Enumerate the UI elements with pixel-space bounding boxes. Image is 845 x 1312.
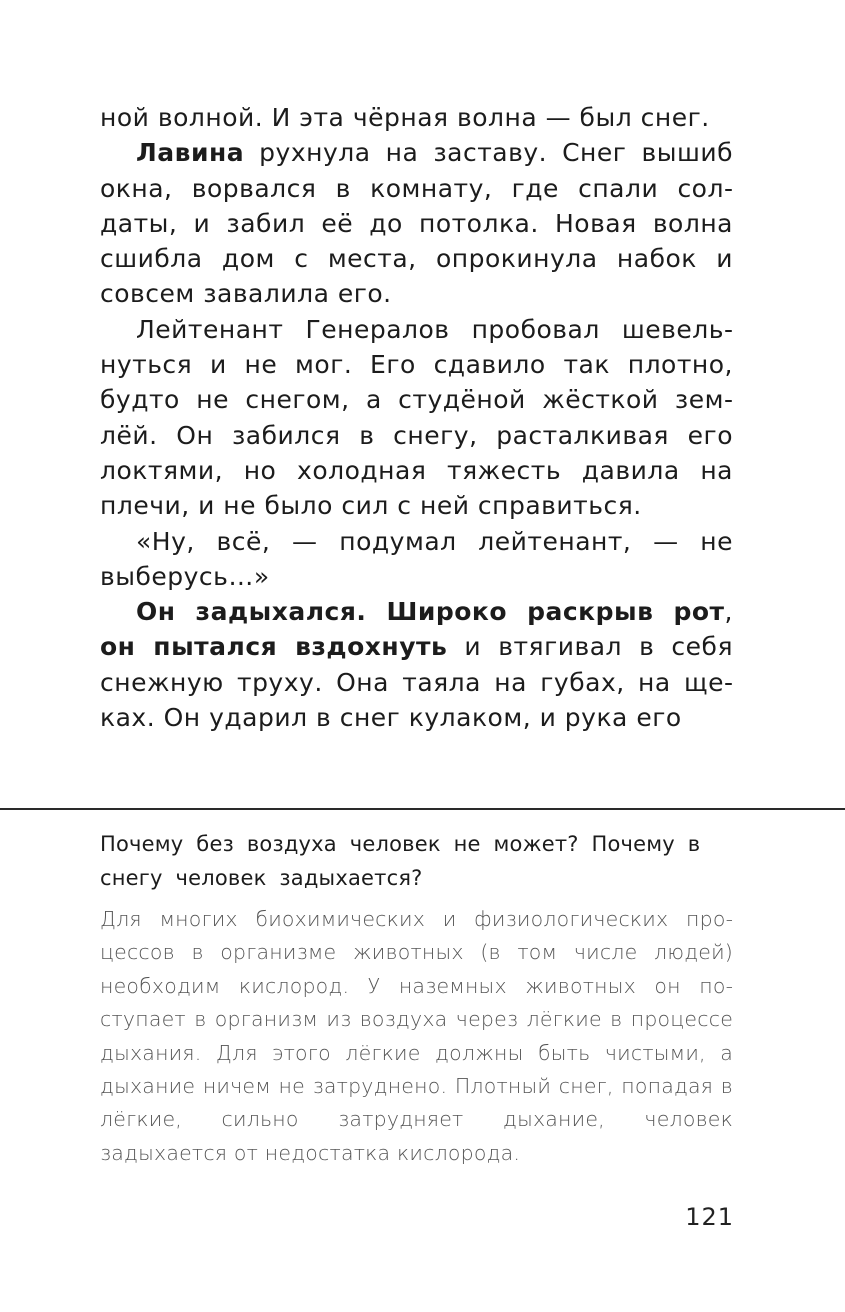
comma: , <box>724 597 733 627</box>
story-text <box>100 100 733 735</box>
paragraph-4: «Ну, всё, — подумал лейтенант, — не выберусь…» <box>100 526 733 591</box>
bold-term-avalanche: Лавина <box>136 138 245 168</box>
paragraph-3: Лейтенант Генералов пробовал шевельнуться и не мог. Его сдавило так плотно, будто не снегом, а студёной жёсткой землёй. Он забился в снегу, расталкивая его локтями, но холодная тяжесть давила на плечи, и не было сил с ней справиться. <box>100 314 733 521</box>
info-question: Почему без воздуха человек не может? Почему в снегу человек задыхается? <box>100 832 701 890</box>
bold-phrase-2: он пытался вздохнуть <box>100 632 448 662</box>
bold-phrase-1: Он задыхался. Широко раскрыв рот <box>136 597 725 627</box>
paragraph-1: ной волной. И эта чёрная волна — был снег. <box>100 103 710 132</box>
paragraph-2 <box>100 135 733 311</box>
section-divider <box>0 808 845 810</box>
page-number: 121 <box>685 1203 734 1231</box>
info-box <box>100 827 733 1170</box>
paragraph-2-text: рухнула на заставу. Снег вышиб окна, ворвался в комнату, где спали солдаты, и забил её до потолка. Новая волна сшибла дом с места, опрокинула набок и совсем завалила его. <box>100 138 733 309</box>
info-answer: Для многих биохимических и физиологических процессов в организме животных (в том числе людей) необходим кислород. У наземных животных он поступает в организм из воздуха через лёгкие в процессе дыхания. Для этого лёгкие должны быть чистыми, а дыхание ничем не затруднено. Плотный снег, попадая в лёгкие, сильно затрудняет дыхание, человек задыхается от недостатка кислорода. <box>100 907 733 1165</box>
paragraph-5-text: и втягивал в себя снежную труху. Она таяла на губах, на щеках. Он ударил в снег кулаком, и рука его <box>100 632 734 733</box>
paragraph-5 <box>100 594 733 735</box>
